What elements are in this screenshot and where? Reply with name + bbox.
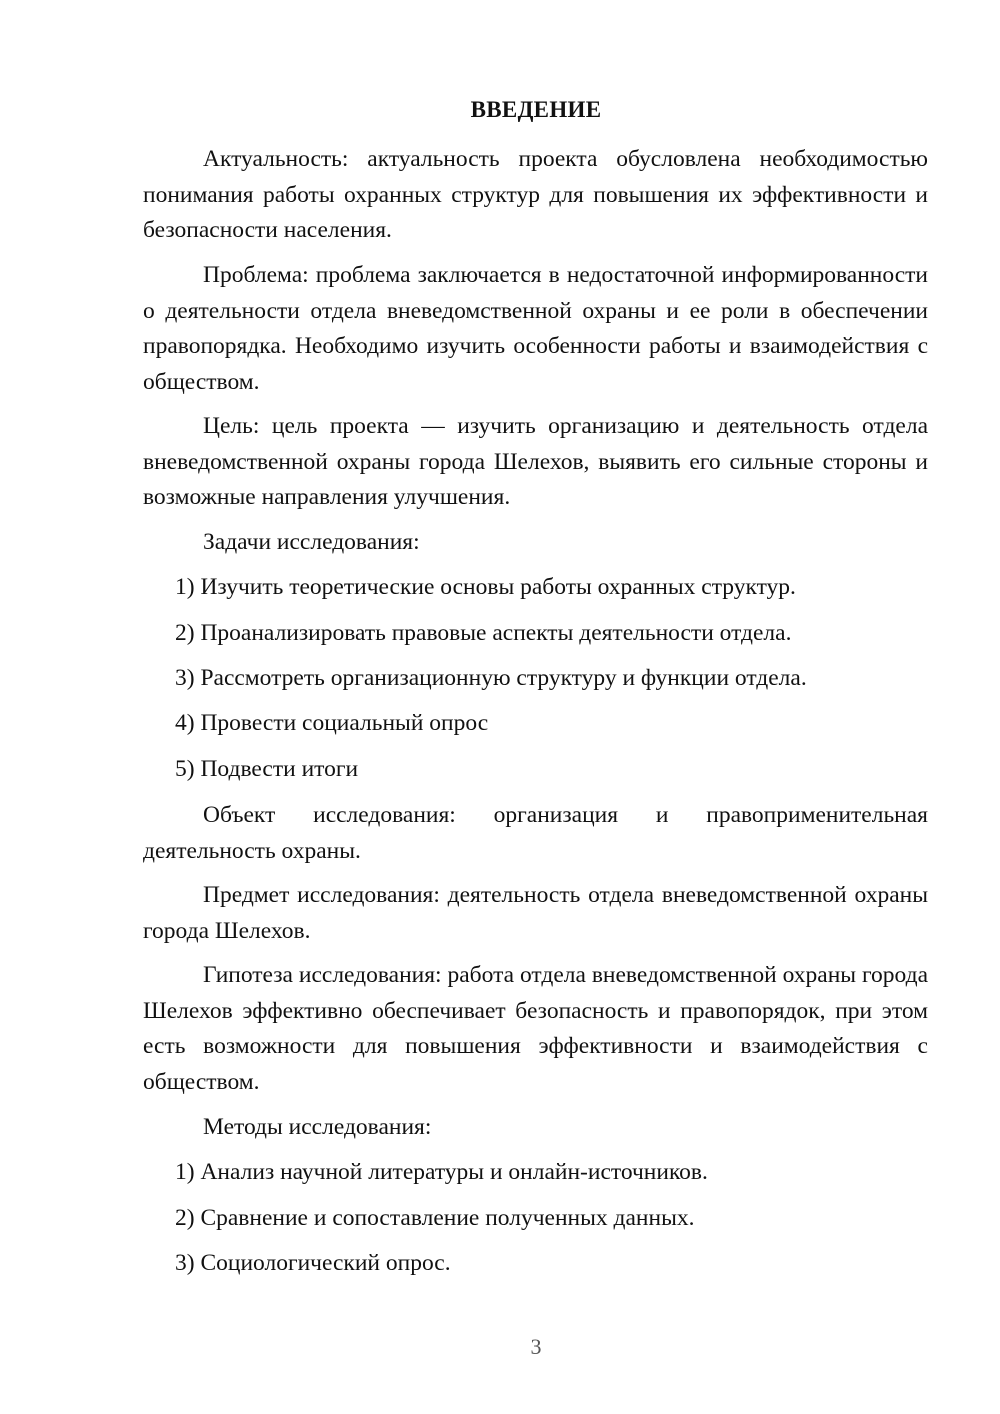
method-item-2: 2) Сравнение и сопоставление полученных данных. (175, 1205, 695, 1231)
method-item-1: 1) Анализ научной литературы и онлайн-источников. (175, 1159, 708, 1185)
object-paragraph (143, 798, 928, 869)
problem-text: Проблема: проблема заключается в недостаточной информированности о деятельности отдела вневедомственной охраны и ее роли в обеспечении правопорядка. Необходимо изучить особенности работы и взаимодействия с обществом. (143, 262, 928, 395)
task-item-2: 2) Проанализировать правовые аспекты деятельности отдела. (175, 620, 792, 646)
goal-text: Цель: цель проекта — изучить организацию и деятельность отдела вневедомственной охраны города Шелехов, выявить его сильные стороны и возможные направления улучшения. (143, 413, 928, 510)
page-title: ВВЕДЕНИЕ (470, 97, 602, 122)
methods-heading-text: Методы исследования: (203, 1114, 432, 1140)
methods-heading (143, 1110, 928, 1146)
object-text: Объект исследования: организация и правоприменительная деятельность охраны. (143, 802, 928, 864)
task-item-4: 4) Провести социальный опрос (175, 710, 489, 736)
goal-paragraph (143, 409, 928, 516)
hypothesis-text: Гипотеза исследования: работа отдела вневедомственной охраны города Шелехов эффективно обеспечивает безопасность и правопорядок, при этом есть возможности для повышения эффективности и взаимодействия с обществом. (143, 962, 928, 1095)
subject-text: Предмет исследования: деятельность отдела вневедомственной охраны города Шелехов. (143, 882, 928, 944)
page-number: 3 (530, 1334, 542, 1359)
relevance-paragraph (143, 142, 928, 249)
problem-paragraph (143, 258, 928, 400)
task-item-3: 3) Рассмотреть организационную структуру и функции отдела. (175, 665, 807, 691)
hypothesis-paragraph (143, 958, 928, 1100)
relevance-text: Актуальность: актуальность проекта обусловлена необходимостью понимания работы охранных структур для повышения их эффективности и безопасности населения. (143, 146, 928, 243)
task-item-1: 1) Изучить теоретические основы работы охранных структур. (175, 574, 796, 600)
subject-paragraph (143, 878, 928, 949)
tasks-heading-text: Задачи исследования: (203, 529, 420, 555)
method-item-3: 3) Социологический опрос. (175, 1250, 451, 1276)
tasks-heading (143, 525, 928, 561)
task-item-5: 5) Подвести итоги (175, 756, 359, 782)
